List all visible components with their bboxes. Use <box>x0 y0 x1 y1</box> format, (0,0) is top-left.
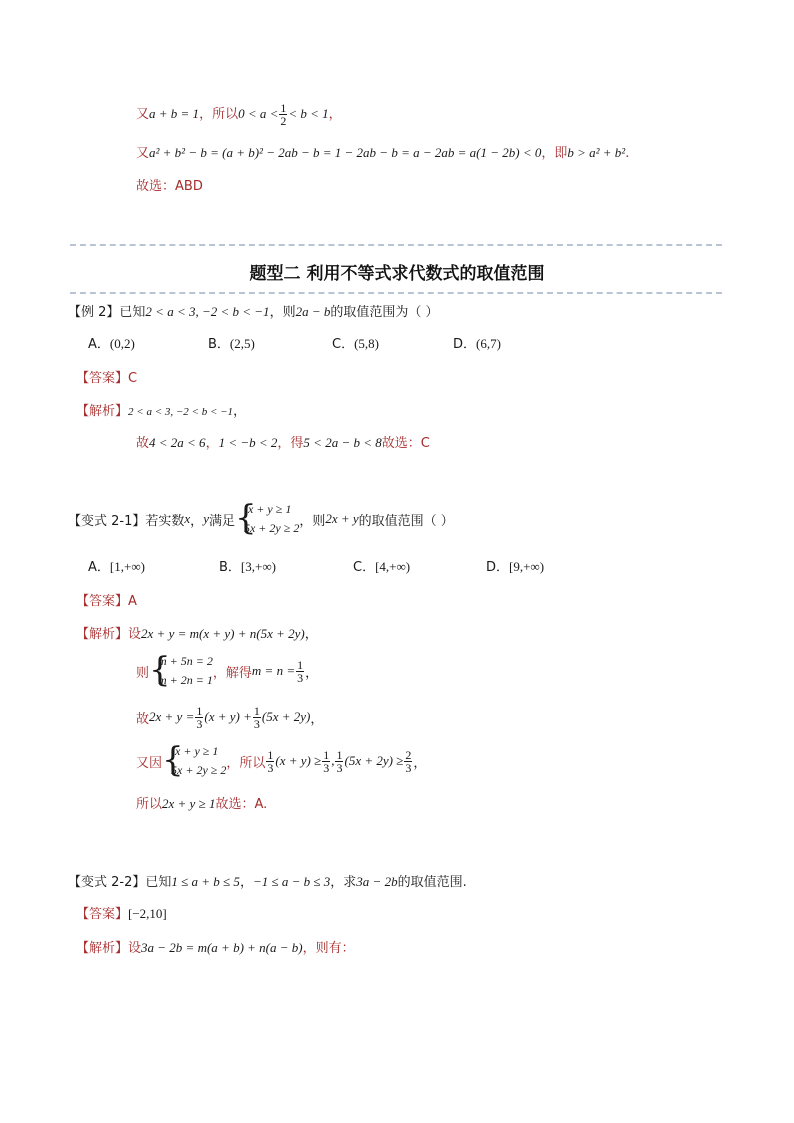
variant21-analysis-1: 【解析】设2x + y = m(x + y) + n(5x + 2y)， <box>76 626 318 642</box>
variant22-analysis-1: 【解析】设3a − 2b = m(a + b) + n(a − b)，则有： <box>76 940 355 956</box>
example2-option-c[interactable]: C．(5,8) <box>332 336 379 352</box>
section-divider-top <box>70 244 722 246</box>
variant21-option-c[interactable]: C．[4,+∞) <box>353 559 411 575</box>
variant21-option-b[interactable]: B．[3,+∞) <box>219 559 276 575</box>
example2-answer: 【答案】C <box>76 371 138 386</box>
variant22-answer: 【答案】[−2,10] <box>76 906 167 922</box>
variant21-option-d[interactable]: D．[9,+∞) <box>486 559 545 575</box>
example2-question: 【例 2】已知2 < a < 3, −2 < b < −1，则2a − b的取值范围为（ ） <box>68 304 439 320</box>
example2-analysis-1: 【解析】2 < a < 3, −2 < b < −1， <box>76 404 247 419</box>
top-answer: 故选：ABD <box>136 179 203 194</box>
example2-option-b[interactable]: B．(2,5) <box>208 336 255 352</box>
variant21-analysis-5: 所以2x + y ≥ 1故选：A. <box>136 796 268 812</box>
variant21-analysis-2: 则 { m + 5n = 2 m + 2n = 1 ，解得 m = n = $\frac{1}{3}$ ， <box>136 650 319 690</box>
example2-option-a[interactable]: A．(0,2) <box>88 336 135 352</box>
variant21-question: 【变式 2-1】 若实数 x ， y 满足 { x + y ≥ 1 5x + 2y ≥ 2 ，则 2x + y 的取值范围（ ） <box>68 498 454 538</box>
fraction: $\frac{1}{2}$ <box>280 101 287 128</box>
variant21-analysis-3: 故 2x + y = $\frac{1}{3}$ (x + y) + $\frac{1}{3}$ (5x + 2y) ， <box>136 703 324 731</box>
example2-analysis-2: 故4 < 2a < 6，1 < −b < 2，得5 < 2a − b < 8故选：C <box>136 435 430 451</box>
inequality-system: { x + y ≥ 1 5x + 2y ≥ 2 <box>162 740 227 780</box>
section-divider-bottom <box>70 292 722 294</box>
inequality-system: { x + y ≥ 1 5x + 2y ≥ 2 <box>234 498 300 538</box>
example2-option-d[interactable]: D．(6,7) <box>453 336 501 352</box>
top-line-1: 又a + b = 1，所以0 < a < $\frac{1}{2}$ < b < 1， <box>136 101 342 128</box>
variant21-analysis-4: 又因 { x + y ≥ 1 5x + 2y ≥ 2 ，所以 $\frac{1}{3}$ (x + y) ≥ $\frac{1}{3}$ , $\frac{1}{3}$ (5x + 2y) ≥ $\frac{2}{3}$ ， <box>136 740 427 780</box>
equation-system: { m + 5n = 2 m + 2n = 1 <box>149 650 213 690</box>
variant21-option-a[interactable]: A．[1,+∞) <box>88 559 145 575</box>
top-line-2: 又a² + b² − b = (a + b)² − 2ab − b = 1 − 2ab − b = a − 2ab = a(1 − 2b) < 0，即b > a² + b². <box>136 145 630 161</box>
section-title: 题型二 利用不等式求代数式的取值范围 <box>249 264 545 284</box>
variant22-question: 【变式 2-2】已知1 ≤ a + b ≤ 5，−1 ≤ a − b ≤ 3，求3a − 2b的取值范围. <box>68 874 467 890</box>
variant21-answer: 【答案】A <box>76 594 137 609</box>
